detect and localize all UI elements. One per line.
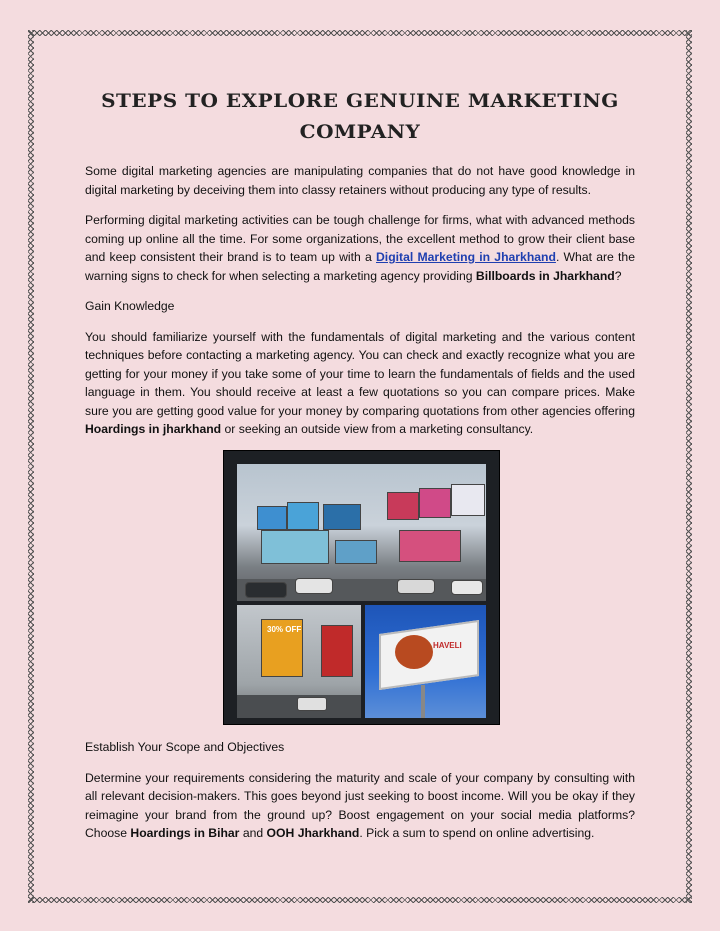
decorative-border-left bbox=[28, 30, 34, 903]
paragraph-intro: Some digital marketing agencies are manipulating companies that do not have good knowledge in digital marketing by deceiving them into classy retainers without producing any type of results. bbox=[85, 164, 635, 197]
paragraph-determine: Determine your requirements considering the maturity and scale of your company by consulting with all relevant decision-makers. This goes beyond just seeking to boost income. Will you be okay if they reimagine your brand from the ground up? Boost engagement on your social media platforms? Choose Hoardings in Bihar and OOH Jharkhand. Pick a sum to spend on online advertising. bbox=[85, 770, 635, 840]
decorative-border-right bbox=[686, 30, 692, 903]
billboards-collage-image bbox=[223, 450, 500, 725]
article-body-bottom bbox=[85, 738, 635, 855]
paragraph-performing: Performing digital marketing activities can be tough challenge for firms, what with advanced methods coming up online all the time. For some organizations, the excellent method to grow their client base and keep consistent their brand is to team up with a Digital Marketing in Jharkhand. What are the warning signs to check for when selecting a marketing agency providing Billboards in Jharkhand? bbox=[85, 213, 635, 283]
hoardings-bihar-bold: Hoardings in Bihar bbox=[130, 826, 240, 840]
highway-billboard-photo: 30% OFF bbox=[237, 605, 361, 718]
paragraph-familiarize: You should familiarize yourself with the fundamentals of digital marketing and the various content techniques before contacting a marketing agency. You can check and exactly recognize what you are getting for your money if you take some of your time to learn the fundamentals of fields and the used language in them. You should receive at least a few quotations so you can compare prices. Make sure you are getting good value for your money by comparing quotations from other agencies offering Hoardings in jharkhand or seeking an outside view from a marketing consultancy. bbox=[85, 329, 635, 436]
digital-marketing-jharkhand-link[interactable]: Digital Marketing in Jharkhand bbox=[376, 250, 556, 264]
page-title: STEPS TO EXPLORE GENUINE MARKETING COMPANY bbox=[101, 89, 619, 143]
decorative-border-bottom bbox=[28, 897, 692, 903]
heading-gain-knowledge: Gain Knowledge bbox=[85, 299, 175, 313]
heading-establish-scope: Establish Your Scope and Objectives bbox=[85, 740, 285, 754]
decorative-border-top bbox=[28, 30, 692, 36]
ooh-jharkhand-bold: OOH Jharkhand bbox=[266, 826, 360, 840]
street-billboards-photo bbox=[237, 464, 486, 601]
sky-billboard-photo: HAVELI bbox=[365, 605, 486, 718]
hoardings-jharkhand-bold: Hoardings in jharkhand bbox=[85, 422, 222, 436]
billboards-jharkhand-bold: Billboards in Jharkhand bbox=[475, 268, 615, 283]
article-body-top bbox=[85, 82, 635, 451]
